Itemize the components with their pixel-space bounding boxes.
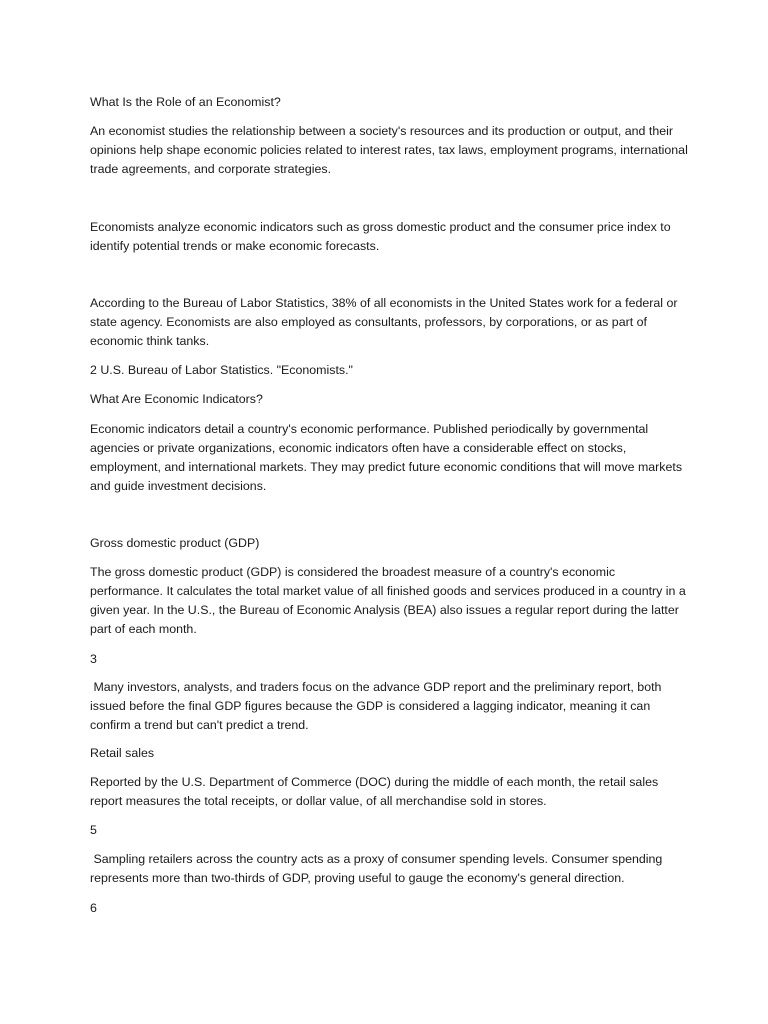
footnote-number: 3: [90, 652, 97, 666]
paragraph: Reported by the U.S. Department of Commerce (DOC) during the middle of each month, the retail sales report measures the total receipts, or dollar value, of all merchandise sold in stores.: [90, 775, 659, 808]
footnote-number: 5: [90, 823, 97, 837]
paragraph: Many investors, analysts, and traders focus on the advance GDP report and the preliminary report, both issued before the final GDP figures because the GDP is considered a lagging indicator, meaning it can confirm a trend but can't predict a trend.: [90, 680, 665, 732]
section-heading: What Is the Role of an Economist?: [90, 95, 281, 109]
citation: 2 U.S. Bureau of Labor Statistics. "Economists.": [90, 363, 353, 377]
paragraph: Sampling retailers across the country acts as a proxy of consumer spending levels. Consumer spending represents more than two-thirds of GDP, proving useful to gauge the economy's general direction.: [90, 852, 666, 885]
section-heading: Gross domestic product (GDP): [90, 536, 260, 550]
section-heading: What Are Economic Indicators?: [90, 392, 263, 406]
paragraph: Economists analyze economic indicators such as gross domestic product and the consumer price index to identify potential trends or make economic forecasts.: [90, 220, 671, 253]
paragraph: Economic indicators detail a country's economic performance. Published periodically by governmental agencies or private organizations, economic indicators often have a considerable effect on stocks, employment, and international markets. They may predict future economic conditions that will move markets and guide investment decisions.: [90, 422, 683, 493]
footnote-number: 6: [90, 901, 97, 915]
section-heading: Retail sales: [90, 746, 155, 760]
paragraph: An economist studies the relationship between a society's resources and its production or output, and their opinions help shape economic policies related to interest rates, tax laws, employment programs, international trade agreements, and corporate strategies.: [90, 124, 688, 176]
paragraph: According to the Bureau of Labor Statistics, 38% of all economists in the United States work for a federal or state agency. Economists are also employed as consultants, professors, by corporations, or as part of economic think tanks.: [90, 296, 678, 348]
paragraph: The gross domestic product (GDP) is considered the broadest measure of a country's economic performance. It calculates the total market value of all finished goods and services produced in a country in a given year. In the U.S., the Bureau of Economic Analysis (BEA) also issues a regular report during the latter part of each month.: [90, 565, 686, 636]
